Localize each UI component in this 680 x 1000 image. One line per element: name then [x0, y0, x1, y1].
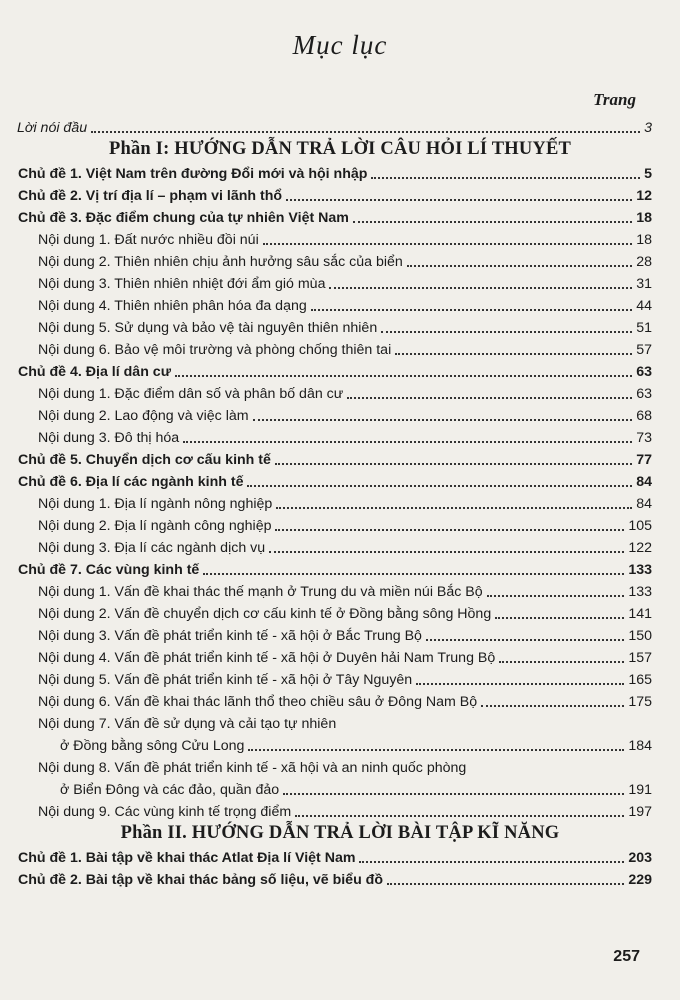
toc-topic: Chủ đề 6. Địa lí các ngành kinh tế 84 — [18, 474, 652, 490]
toc-entry-intro: Lời nói đầu 3 — [17, 120, 652, 136]
toc-subentry: Nội dung 1. Đặc điểm dân số và phân bố dân cư 63 — [38, 386, 652, 402]
toc-subentry: Nội dung 1. Vấn đề khai thác thế mạnh ở Trung du và miền núi Bắc Bộ 133 — [38, 584, 652, 600]
part-heading-1: Phần I: HƯỚNG DẪN TRẢ LỜI CÂU HỎI LÍ THUYẾT — [108, 139, 572, 159]
toc-subentry: Nội dung 2. Vấn đề chuyển dịch cơ cấu kinh tế ở Đồng bằng sông Hồng 141 — [38, 606, 652, 622]
toc-subentry: Nội dung 9. Các vùng kinh tế trọng điểm 197 — [38, 804, 652, 820]
toc-subentry: Nội dung 3. Thiên nhiên nhiệt đới ẩm gió mùa 31 — [38, 276, 652, 292]
toc-subentry: Nội dung 3. Địa lí các ngành dịch vụ 122 — [38, 540, 652, 556]
toc-list — [0, 116, 680, 889]
toc-subentry: Nội dung 6. Vấn đề khai thác lãnh thổ theo chiều sâu ở Đông Nam Bộ 175 — [38, 694, 652, 710]
toc-topic: Chủ đề 7. Các vùng kinh tế 133 — [18, 562, 652, 578]
toc-subentry: Nội dung 3. Đô thị hóa 73 — [38, 430, 652, 446]
part-heading-2: Phần II. HƯỚNG DẪN TRẢ LỜI BÀI TẬP KĨ NĂNG — [120, 823, 560, 843]
toc-topic: Chủ đề 1. Bài tập về khai thác Atlat Địa lí Việt Nam 203 — [18, 850, 652, 866]
toc-topic: Chủ đề 3. Đặc điểm chung của tự nhiên Việt Nam 18 — [18, 210, 652, 226]
toc-subentry: Nội dung 2. Lao động và việc làm 68 — [38, 408, 652, 424]
toc-topic: Chủ đề 4. Địa lí dân cư 63 — [18, 364, 652, 380]
toc-subentry: Nội dung 5. Vấn đề phát triển kinh tế - xã hội ở Tây Nguyên 165 — [38, 672, 652, 688]
page-number: 257 — [613, 948, 640, 965]
toc-subentry: Nội dung 4. Thiên nhiên phân hóa đa dạng 44 — [38, 298, 652, 314]
toc-topic: Chủ đề 2. Bài tập về khai thác bảng số liệu, vẽ biểu đồ 229 — [18, 872, 652, 888]
page-column-header: Trang — [593, 90, 636, 109]
toc-subentry: Nội dung 8. Vấn đề phát triển kinh tế - xã hội và an ninh quốc phòng ở Biển Đông và các đảo, quần đảo 191 — [38, 760, 652, 798]
page-title: Mục lục — [292, 30, 388, 60]
toc-subentry: Nội dung 6. Bảo vệ môi trường và phòng chống thiên tai 57 — [38, 342, 652, 358]
toc-subentry: Nội dung 1. Địa lí ngành nông nghiệp 84 — [38, 496, 652, 512]
toc-subentry: Nội dung 4. Vấn đề phát triển kinh tế - xã hội ở Duyên hải Nam Trung Bộ 157 — [38, 650, 652, 666]
toc-subentry: Nội dung 2. Thiên nhiên chịu ảnh hưởng sâu sắc của biển 28 — [38, 254, 652, 270]
toc-subentry: Nội dung 2. Địa lí ngành công nghiệp 105 — [38, 518, 652, 534]
toc-topic: Chủ đề 5. Chuyển dịch cơ cấu kinh tế 77 — [18, 452, 652, 468]
toc-subentry: Nội dung 7. Vấn đề sử dụng và cải tạo tự nhiên ở Đồng bằng sông Cửu Long 184 — [38, 716, 652, 754]
toc-topic: Chủ đề 1. Việt Nam trên đường Đổi mới và hội nhập 5 — [18, 166, 652, 182]
toc-subentry: Nội dung 5. Sử dụng và bảo vệ tài nguyên thiên nhiên 51 — [38, 320, 652, 336]
toc-subentry: Nội dung 1. Đất nước nhiều đồi núi 18 — [38, 232, 652, 248]
toc-subentry: Nội dung 3. Vấn đề phát triển kinh tế - xã hội ở Bắc Trung Bộ 150 — [38, 628, 652, 644]
toc-topic: Chủ đề 2. Vị trí địa lí – phạm vi lãnh thổ 12 — [18, 188, 652, 204]
